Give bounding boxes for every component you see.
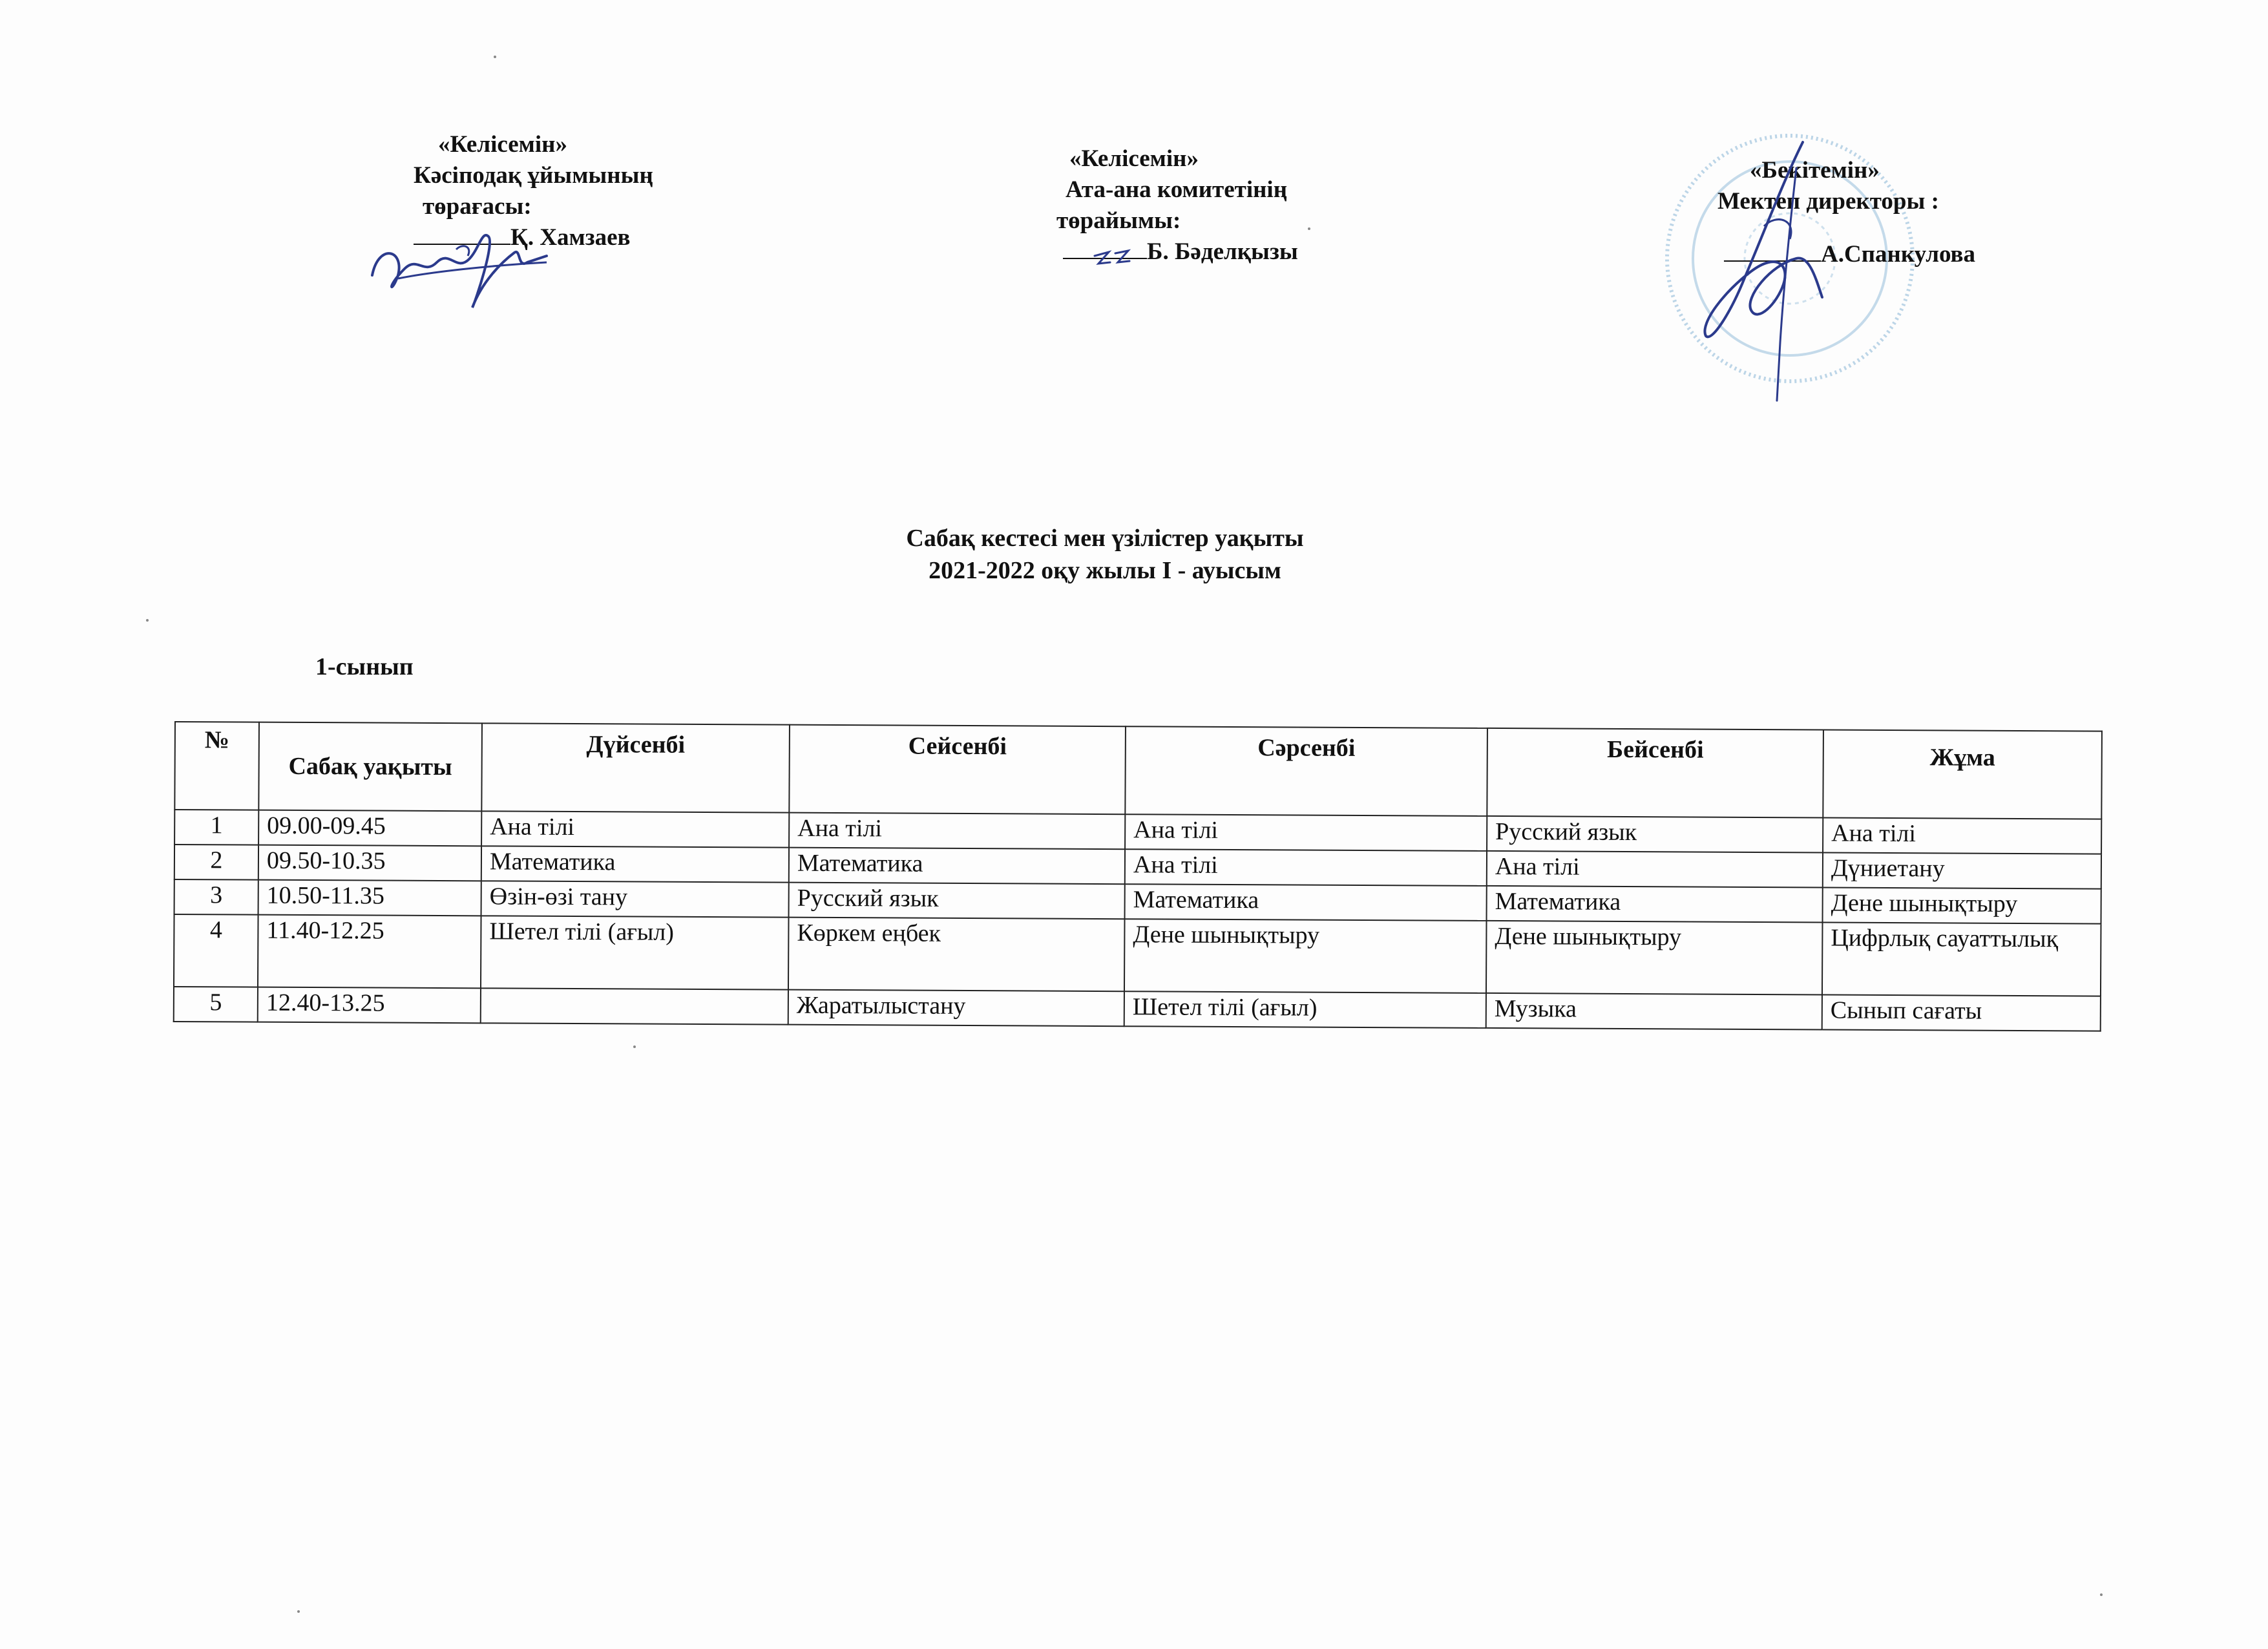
header-lesson-time: Сабақ уақыты bbox=[258, 722, 482, 812]
cell-wednesday: Ана тілі bbox=[1125, 849, 1487, 886]
cell-tuesday: Ана тілі bbox=[789, 813, 1125, 850]
cell-thursday: Ана тілі bbox=[1487, 851, 1823, 888]
table-header-row bbox=[174, 722, 2102, 819]
cell-number: 1 bbox=[174, 810, 258, 845]
approval-signature-line bbox=[414, 222, 653, 253]
cell-monday: Математика bbox=[481, 846, 789, 882]
scan-speck bbox=[633, 1045, 636, 1048]
cell-thursday: Дене шынықтыру bbox=[1486, 921, 1823, 995]
cell-monday: Өзін-өзі тану bbox=[481, 881, 789, 917]
scan-speck bbox=[1308, 227, 1310, 230]
scan-speck bbox=[146, 619, 149, 622]
header-tuesday: Сейсенбі bbox=[789, 725, 1126, 815]
approval-label: «Келісемін» bbox=[438, 131, 567, 158]
signature-blank bbox=[1724, 260, 1821, 262]
schedule-table bbox=[173, 721, 2103, 1032]
table-row bbox=[174, 914, 2101, 996]
approval-name: Б. Бәделқызы bbox=[1147, 238, 1298, 265]
cell-number: 5 bbox=[174, 987, 258, 1022]
document-title bbox=[0, 522, 2210, 587]
scan-speck bbox=[297, 1610, 300, 1613]
approval-title-line2: төрағасы: bbox=[423, 193, 532, 220]
approval-title-line1: Кәсіподақ ұйымының bbox=[414, 162, 653, 189]
cell-number: 3 bbox=[174, 879, 258, 915]
title-line1: Сабақ кестесі мен үзілістер уақыты bbox=[906, 525, 1304, 552]
cell-time: 10.50-11.35 bbox=[258, 880, 481, 916]
cell-number: 4 bbox=[174, 914, 258, 987]
approval-name: А.Спанкулова bbox=[1821, 241, 1976, 268]
cell-thursday: Русский язык bbox=[1487, 816, 1823, 853]
cell-number: 2 bbox=[174, 845, 258, 880]
header-monday: Дүйсенбі bbox=[481, 723, 790, 812]
scan-speck bbox=[2100, 1593, 2103, 1596]
signature-blank bbox=[414, 244, 510, 245]
cell-thursday: Музыка bbox=[1486, 993, 1822, 1030]
cell-tuesday: Русский язык bbox=[789, 883, 1125, 919]
approval-title-line1: Мектеп директоры : bbox=[1717, 188, 1939, 215]
cell-tuesday: Математика bbox=[789, 848, 1125, 885]
signature-blank bbox=[1063, 258, 1147, 259]
approval-director bbox=[1717, 155, 1975, 270]
cell-time: 09.50-10.35 bbox=[258, 845, 481, 881]
cell-time: 11.40-12.25 bbox=[258, 915, 481, 989]
cell-friday: Сынып сағаты bbox=[1822, 994, 2101, 1031]
cell-monday: Шетел тілі (ағыл) bbox=[481, 916, 789, 989]
cell-wednesday: Ана тілі bbox=[1125, 814, 1487, 851]
approval-name: Қ. Хамзаев bbox=[510, 224, 631, 251]
cell-wednesday: Шетел тілі (ағыл) bbox=[1124, 991, 1486, 1028]
header-number: № bbox=[174, 722, 259, 810]
title-line2: 2021-2022 оқу жылы І - ауысым bbox=[929, 557, 1281, 584]
header-thursday: Бейсенбі bbox=[1487, 728, 1823, 818]
cell-monday bbox=[481, 988, 788, 1024]
cell-monday: Ана тілі bbox=[481, 811, 789, 847]
cell-friday: Дене шынықтыру bbox=[1823, 887, 2101, 923]
cell-friday: Ана тілі bbox=[1823, 817, 2101, 854]
approval-signature-line bbox=[1056, 236, 1298, 268]
cell-thursday: Математика bbox=[1487, 886, 1823, 923]
cell-tuesday: Көркем еңбек bbox=[788, 918, 1125, 992]
scan-speck bbox=[494, 56, 496, 58]
approval-parent-committee bbox=[1056, 143, 1298, 268]
cell-wednesday: Дене шынықтыру bbox=[1124, 919, 1487, 993]
approval-trade-union bbox=[414, 129, 653, 253]
approval-title-line2: төрайымы: bbox=[1056, 207, 1181, 234]
class-label: 1-сынып bbox=[315, 653, 414, 680]
approval-signature-line bbox=[1717, 239, 1975, 270]
approval-label: «Келісемін» bbox=[1069, 145, 1199, 172]
cell-friday: Дүниетану bbox=[1823, 852, 2101, 888]
cell-friday: Цифрлық сауаттылық bbox=[1822, 922, 2101, 996]
header-wednesday: Сәрсенбі bbox=[1125, 726, 1487, 816]
approval-label: «Бекітемін» bbox=[1750, 157, 1880, 184]
cell-wednesday: Математика bbox=[1125, 884, 1487, 921]
header-friday: Жұма bbox=[1823, 730, 2102, 819]
cell-tuesday: Жаратылыстану bbox=[788, 990, 1124, 1027]
approval-title-line1: Ата-ана комитетінің bbox=[1066, 176, 1288, 203]
cell-time: 12.40-13.25 bbox=[258, 987, 481, 1024]
cell-time: 09.00-09.45 bbox=[258, 810, 481, 846]
